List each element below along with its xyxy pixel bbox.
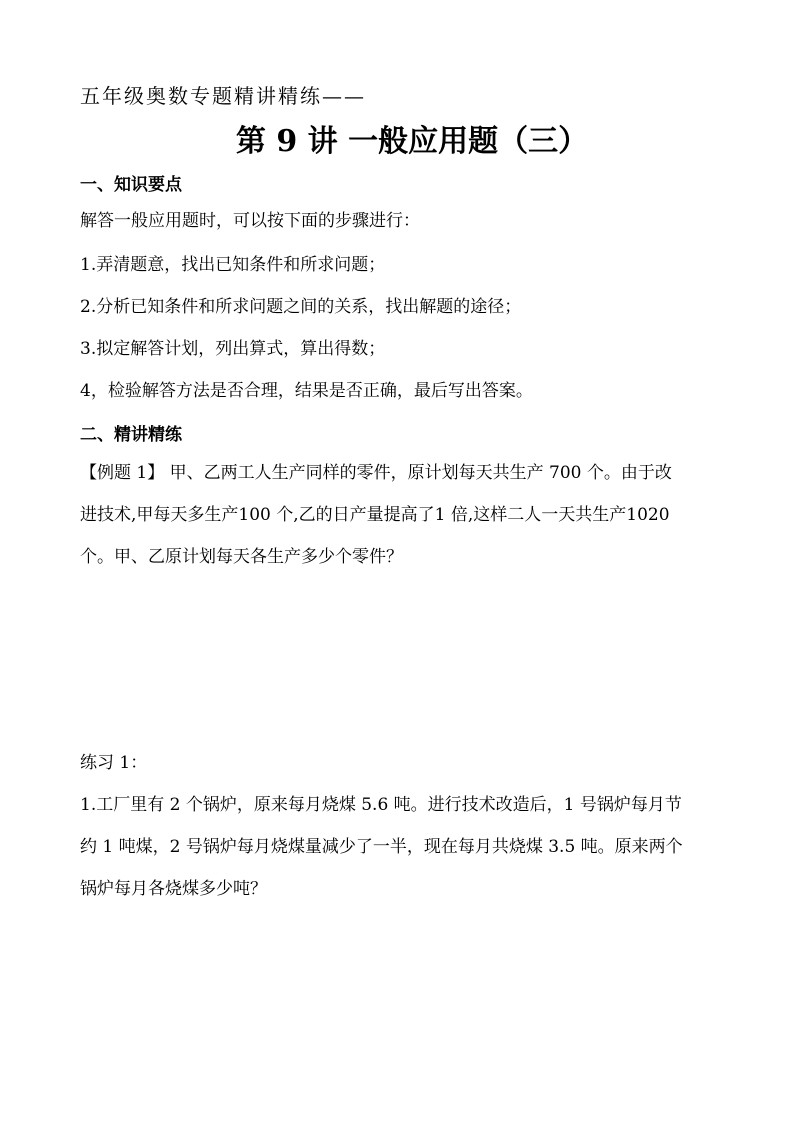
practice-label: 练习 1： <box>80 753 148 773</box>
step-2: 2.分析已知条件和所求问题之间的关系，找出解题的途径； <box>80 297 522 317</box>
example1-line-2: 进技术,甲每天多生产100 个,乙的日产量提高了1 倍,这样二人一天共生产1020 <box>80 505 670 525</box>
section2-heading: 二、精讲精练 <box>80 425 182 445</box>
practice1-line-2: 约 1 吨煤，2 号锅炉每月烧煤量减少了一半，现在每月共烧煤 3.5 吨。原来两个 <box>80 837 683 857</box>
section1-heading: 一、知识要点 <box>80 175 182 195</box>
step-4: 4，检验解答方法是否合理，结果是否正确，最后写出答案。 <box>80 381 533 401</box>
series-title: 五年级奥数专题精讲精练—— <box>80 84 366 108</box>
practice1-line-3: 锅炉每月各烧煤多少吨？ <box>80 879 267 899</box>
practice1-line-1: 1.工厂里有 2 个锅炉，原来每月烧煤 5.6 吨。进行技术改造后，1 号锅炉每月节 <box>80 795 682 815</box>
step-3: 3.拟定解答计划，列出算式，算出得数； <box>80 339 386 359</box>
example1-line-1: 【例题 1】 甲、乙两工人生产同样的零件，原计划每天共生产 700 个。由于改 <box>80 463 672 483</box>
step-1: 1.弄清题意，找出已知条件和所求问题； <box>80 255 386 275</box>
section1-intro: 解答一般应用题时，可以按下面的步骤进行： <box>80 211 420 231</box>
example1-line-3: 个。甲、乙原计划每天各生产多少个零件？ <box>80 547 403 567</box>
lecture-title: 第 9 讲 一般应用题（三） <box>235 124 589 159</box>
